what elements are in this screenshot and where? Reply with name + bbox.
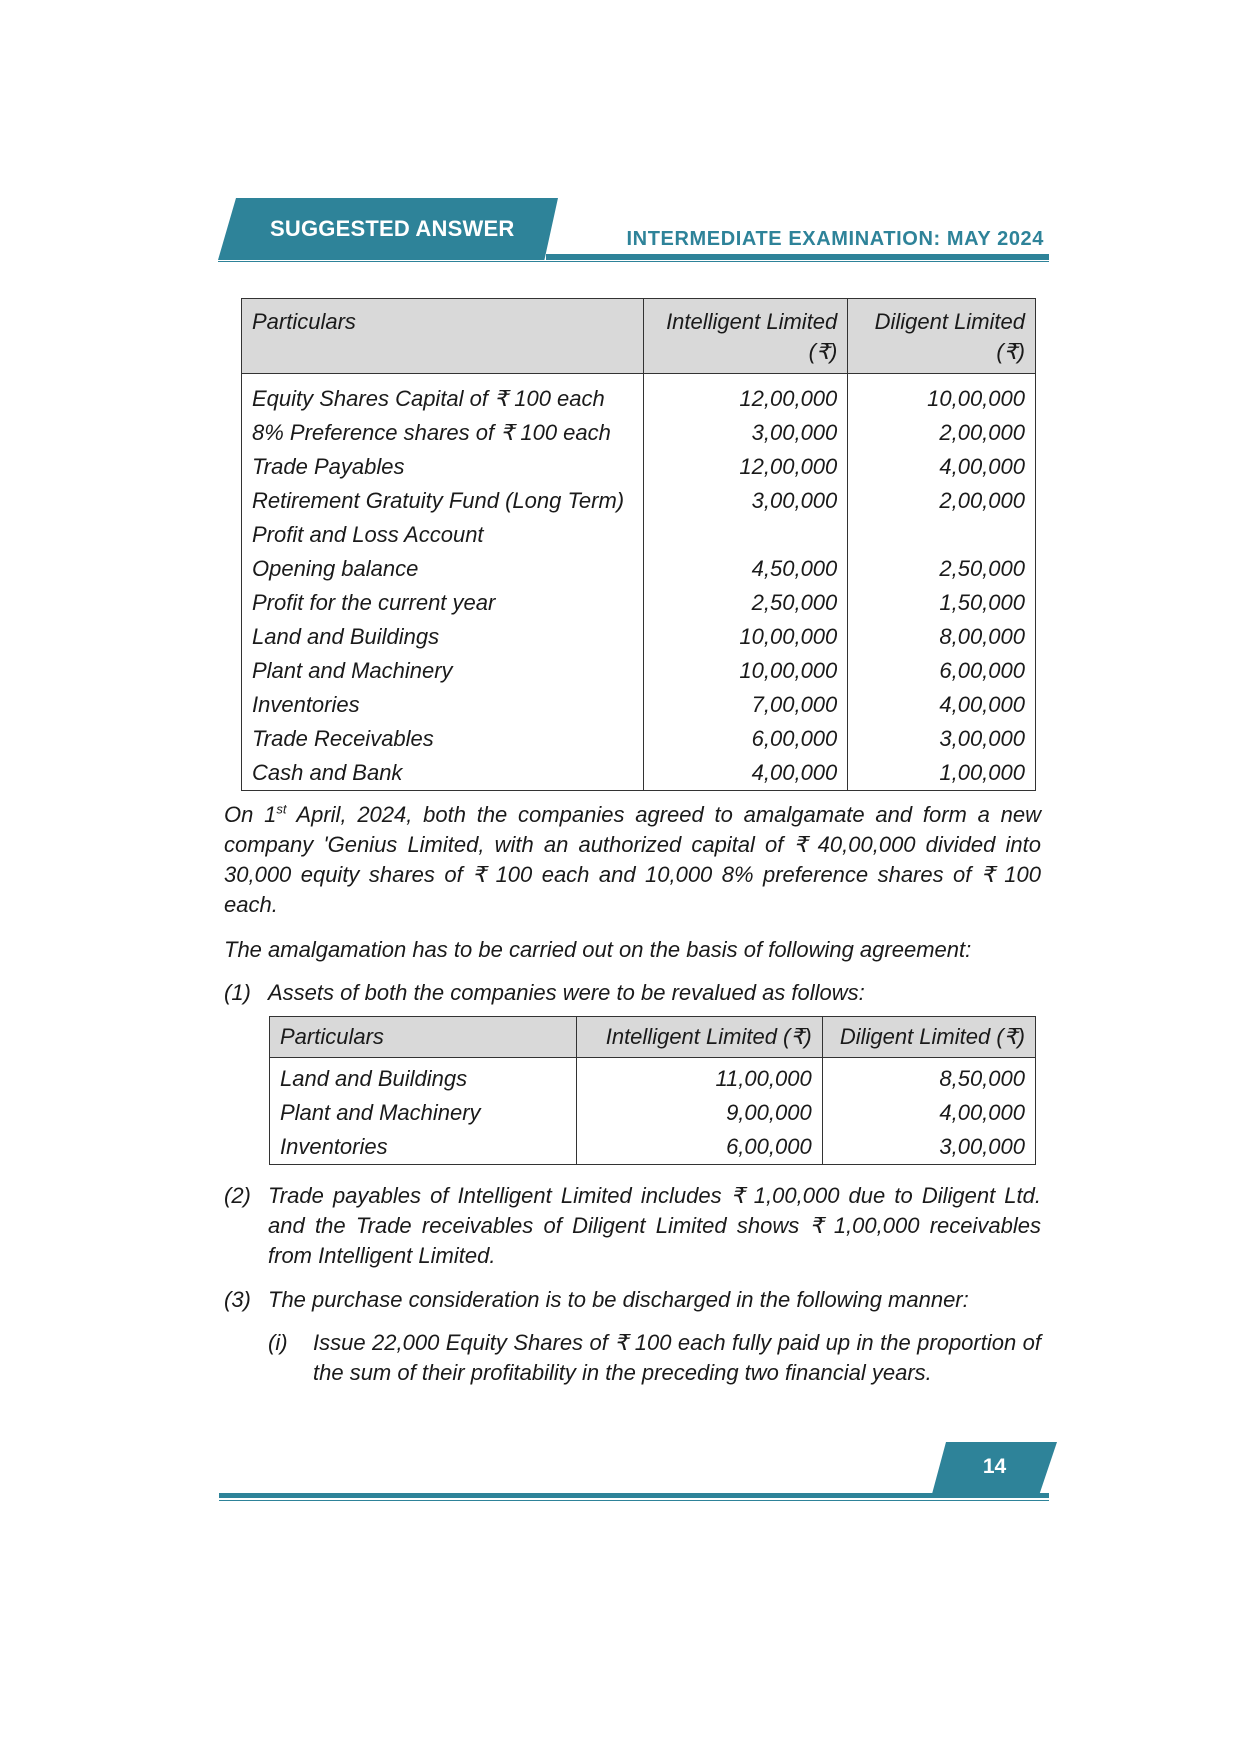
row-diligent-value: 4,00,000 xyxy=(822,1096,1035,1130)
table-row xyxy=(242,552,1036,586)
row-particular: Inventories xyxy=(270,1130,577,1165)
item-text: Trade payables of Intelligent Limited includes ₹ 1,00,000 due to Diligent Ltd. and the Trade receivables of Diligent Limited shows ₹ 1,00,000 receivables from Intelligent Limited. xyxy=(268,1183,1041,1268)
row-particular: Plant and Machinery xyxy=(270,1096,577,1130)
row-diligent-value: 2,00,000 xyxy=(848,416,1036,450)
row-particular: Inventories xyxy=(242,688,644,722)
row-particular: Equity Shares Capital of ₹ 100 each xyxy=(242,374,644,417)
row-diligent-value: 1,50,000 xyxy=(848,586,1036,620)
row-particular: Trade Payables xyxy=(242,450,644,484)
row-diligent-value: 3,00,000 xyxy=(822,1130,1035,1165)
footer-rule-thin xyxy=(219,1500,1049,1501)
row-particular: Plant and Machinery xyxy=(242,654,644,688)
balance-table-header xyxy=(242,299,1036,374)
table-row xyxy=(270,1058,1036,1097)
row-intelligent-value: 11,00,000 xyxy=(577,1058,822,1097)
row-particular: 8% Preference shares of ₹ 100 each xyxy=(242,416,644,450)
row-intelligent-value: 12,00,000 xyxy=(643,450,848,484)
col-particulars: Particulars xyxy=(242,299,644,374)
table-row xyxy=(242,688,1036,722)
table-row xyxy=(242,756,1036,791)
row-particular: Retirement Gratuity Fund (Long Term) xyxy=(242,484,644,518)
row-diligent-value xyxy=(848,518,1036,552)
agreement-intro: The amalgamation has to be carried out on the basis of following agreement: xyxy=(224,937,972,962)
row-diligent-value: 6,00,000 xyxy=(848,654,1036,688)
row-particular: Land and Buildings xyxy=(242,620,644,654)
table-row xyxy=(242,586,1036,620)
subitem-number: (i) xyxy=(268,1330,288,1355)
row-diligent-value: 2,00,000 xyxy=(848,484,1036,518)
table-row xyxy=(242,722,1036,756)
row-intelligent-value: 6,00,000 xyxy=(577,1130,822,1165)
table-row xyxy=(242,450,1036,484)
footer-rule xyxy=(219,1493,1049,1498)
table-row xyxy=(270,1096,1036,1130)
table-row xyxy=(242,654,1036,688)
row-diligent-value: 4,00,000 xyxy=(848,450,1036,484)
row-intelligent-value: 10,00,000 xyxy=(643,654,848,688)
row-intelligent-value: 12,00,000 xyxy=(643,374,848,417)
revaluation-table-header xyxy=(270,1017,1036,1058)
row-particular: Profit and Loss Account xyxy=(242,518,644,552)
row-intelligent-value: 7,00,000 xyxy=(643,688,848,722)
row-particular: Profit for the current year xyxy=(242,586,644,620)
row-diligent-value: 3,00,000 xyxy=(848,722,1036,756)
row-intelligent-value: 9,00,000 xyxy=(577,1096,822,1130)
subitem-text: Issue 22,000 Equity Shares of ₹ 100 each fully paid up in the proportion of the sum of their profitability in the preceding two financial years. xyxy=(313,1330,1041,1385)
col-diligent: Diligent Limited (₹) xyxy=(848,299,1036,374)
table-row xyxy=(242,620,1036,654)
col-intelligent: Intelligent Limited (₹) xyxy=(577,1017,822,1058)
row-diligent-value: 8,00,000 xyxy=(848,620,1036,654)
row-diligent-value: 2,50,000 xyxy=(848,552,1036,586)
row-intelligent-value: 3,00,000 xyxy=(643,484,848,518)
header-tab-label: SUGGESTED ANSWER xyxy=(270,216,515,241)
col-particulars: Particulars xyxy=(270,1017,577,1058)
row-intelligent-value: 4,00,000 xyxy=(643,756,848,791)
row-intelligent-value: 3,00,000 xyxy=(643,416,848,450)
row-particular: Opening balance xyxy=(242,552,644,586)
table-row xyxy=(242,518,1036,552)
row-particular: Cash and Bank xyxy=(242,756,644,791)
col-diligent: Diligent Limited (₹) xyxy=(822,1017,1035,1058)
row-intelligent-value xyxy=(643,518,848,552)
row-particular: Trade Receivables xyxy=(242,722,644,756)
row-intelligent-value: 6,00,000 xyxy=(643,722,848,756)
table-row xyxy=(242,416,1036,450)
row-intelligent-value: 2,50,000 xyxy=(643,586,848,620)
item-number: (3) xyxy=(224,1287,251,1312)
amalgamation-paragraph: On 1st April, 2024, both the companies agreed to amalgamate and form a new company 'Genius Limited, with an authorized capital of ₹ 40,00,000 divided into 30,000 equity shares of ₹ 100 each and 10,000 8% preference shares of ₹ 100 each. xyxy=(224,801,1042,917)
exam-title: INTERMEDIATE EXAMINATION: MAY 2024 xyxy=(626,228,1044,250)
table-row xyxy=(242,484,1036,518)
item-number: (2) xyxy=(224,1183,251,1208)
row-diligent-value: 1,00,000 xyxy=(848,756,1036,791)
row-diligent-value: 8,50,000 xyxy=(822,1058,1035,1097)
item-text: Assets of both the companies were to be revalued as follows: xyxy=(268,980,865,1005)
header-rule xyxy=(546,254,1049,260)
row-intelligent-value: 4,50,000 xyxy=(643,552,848,586)
col-intelligent: Intelligent Limited (₹) xyxy=(643,299,848,374)
row-diligent-value: 10,00,000 xyxy=(848,374,1036,417)
table-row xyxy=(242,374,1036,417)
header-rule-thin xyxy=(218,261,1049,262)
item-number: (1) xyxy=(224,980,251,1005)
row-particular: Land and Buildings xyxy=(270,1058,577,1097)
item-text: The purchase consideration is to be discharged in the following manner: xyxy=(268,1287,969,1312)
balance-table xyxy=(241,298,1036,791)
page-number: 14 xyxy=(982,1455,1007,1478)
table-row xyxy=(270,1130,1036,1165)
row-intelligent-value: 10,00,000 xyxy=(643,620,848,654)
revaluation-table xyxy=(269,1016,1036,1165)
row-diligent-value: 4,00,000 xyxy=(848,688,1036,722)
